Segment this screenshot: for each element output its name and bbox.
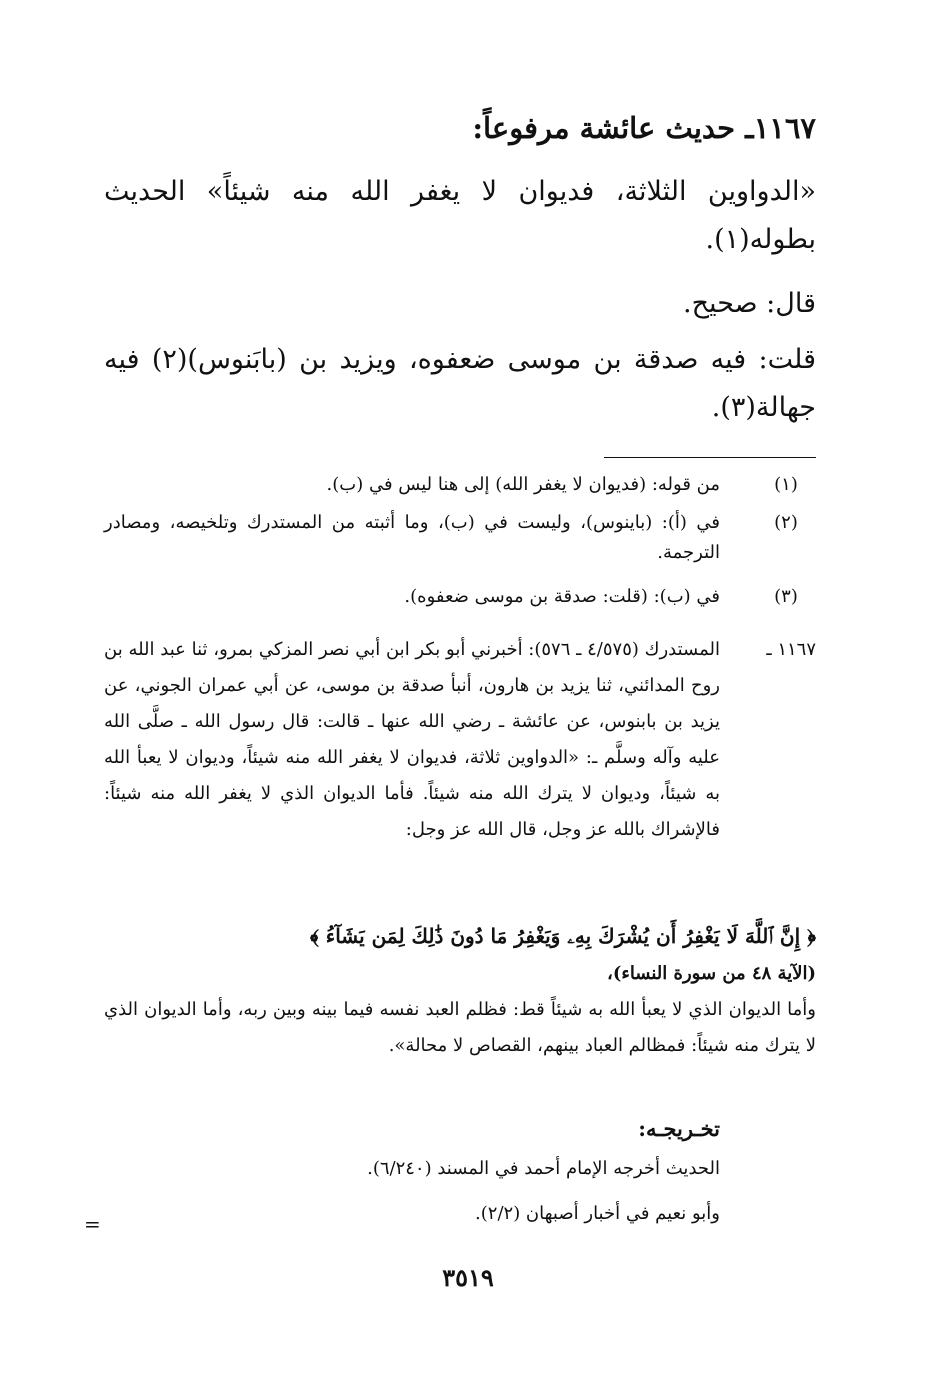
source-line: الحديث أخرجه الإمام أحمد في المسند (٦/٢٤٠). — [367, 1158, 720, 1179]
footnote-number: (١) — [774, 474, 798, 495]
commentary-section — [104, 632, 816, 848]
footnote-number: (٣) — [774, 586, 798, 607]
source-line: وأبو نعيم في أخبار أصبهان (٢/٢). — [475, 1203, 720, 1224]
takhrij-title: تخـريجـه: — [638, 1116, 720, 1141]
footnote-number: (٢) — [774, 512, 798, 533]
commentary-continuation: وأما الديوان الذي لا يعبأ الله به شيئاً قط: فظلم العبد نفسه فيما بينه وبين ربه، وأما الديوان الذي لا يترك منه شيئاً: فمظالم العباد بينهم، القصاص لا محالة». — [104, 999, 816, 1056]
footnote — [104, 470, 816, 500]
footnote — [104, 582, 816, 612]
footnote-text: في (ب): (قلت: صدقة بن موسى ضعفوه). — [404, 586, 720, 607]
footnote — [104, 508, 816, 568]
footnote-text: من قوله: (فديوان لا يغفر الله) إلى هنا ليس في (ب). — [326, 474, 720, 495]
page-number: ٣٥١٩ — [442, 1263, 494, 1292]
hadith-text: «الدواوين الثلاثة، فديوان لا يغفر الله منه شيئاً» الحديث بطوله(١). — [104, 176, 816, 255]
commentary-number: ١١٦٧ ـ — [766, 639, 816, 660]
continuation-mark: = — [84, 1212, 101, 1236]
ruling-text: قال: صحيح. — [683, 288, 816, 319]
footnote-text: في (أ): (باينوس)، وليست في (ب)، وما أثبته من المستدرك وتلخيصه، ومصادر الترجمة. — [104, 512, 720, 563]
verse-reference: (الآية ٤٨ من سورة النساء)، — [607, 963, 816, 984]
critique-text: قلت: فيه صدقة بن موسى ضعفوه، ويزيد بن (بابَنوس)(٢) فيه جهالة(٣). — [104, 344, 816, 423]
hadith-heading: ١١٦٧ـ حديث عائشة مرفوعاً: — [472, 111, 816, 145]
footnote-divider — [604, 457, 816, 458]
quran-verse: ﴿ إِنَّ ٱللَّهَ لَا يَغْفِرُ أَن يُشْرَكَ بِهِۦ وَيَغْفِرُ مَا دُونَ ذَٰلِكَ لِمَن يَشَآءُ ﴾ — [309, 924, 816, 948]
commentary-text: المستدرك (٤/٥٧٥ ـ ٥٧٦): أخبرني أبو بكر ابن أبي نصر المزكي بمرو، ثنا عبد الله بن روح المدائني، ثنا يزيد بن هارون، أنبأ صدقة بن موسى، عن أبي عمران الجوني، عن يزيد بن بابنوس، عن عائشة ـ رضي الله عنها ـ قالت: قال رسول الله ـ صلَّى الله عليه وآله وسلَّم ـ: «الدواوين ثلاثة، فديوان لا يغفر الله منه شيئاً، وديوان لا يعبأ الله به شيئاً، وديوان لا يترك الله منه شيئاً. فأما الديوان الذي لا يغفر الله منه شيئاً: فالإشراك بالله عز وجل، قال الله عز وجل: — [104, 639, 720, 840]
